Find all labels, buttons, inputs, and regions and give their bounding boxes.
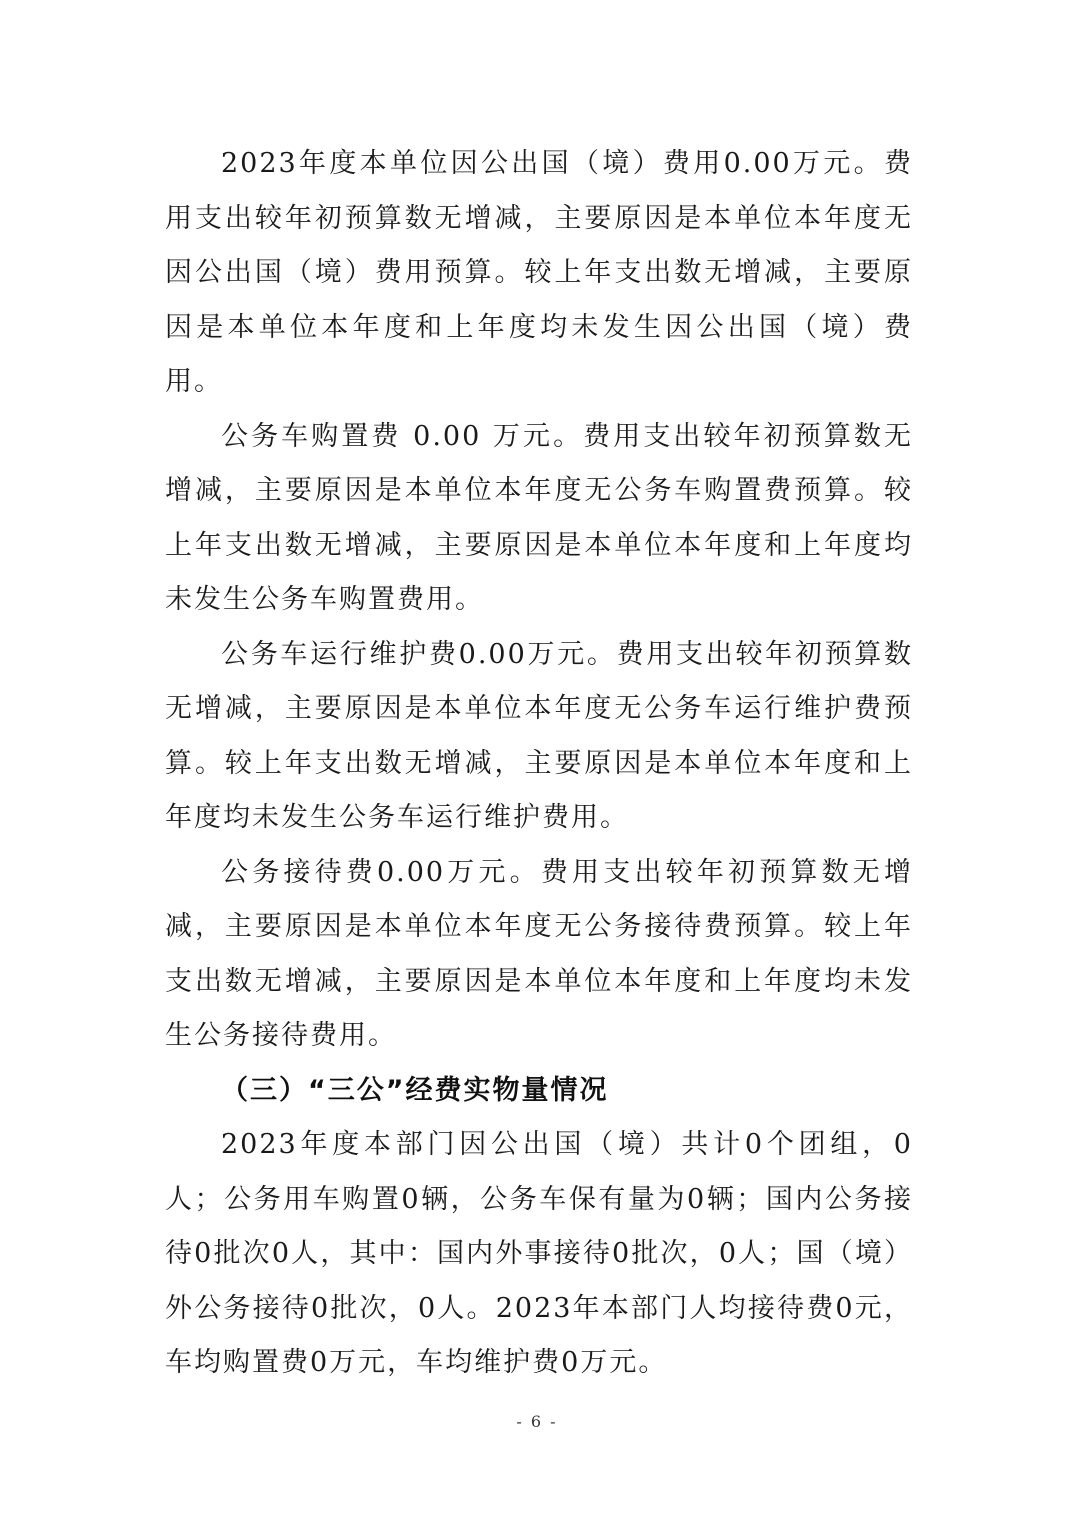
- paragraph-physical-quantity: 2023年度本部门因公出国（境）共计0个团组，0人；公务用车购置0辆，公务车保有量为0辆；国内公务接待0批次0人，其中：国内外事接待0批次，0人；国（境）外公务接待0批次，0人。2023年本部门人均接待费0元，车均购置费0万元，车均维护费0万元。: [165, 1129, 913, 1378]
- paragraph-vehicle-purchase-expense: 公务车购置费 0.00 万元。费用支出较年初预算数无增减，主要原因是本单位本年度无公务车购置费预算。较上年支出数无增减，主要原因是本单位本年度和上年度均未发生公务车购置费用。: [165, 420, 913, 615]
- section-heading-physical-quantity: （三）“三公”经费实物量情况: [221, 1074, 609, 1106]
- paragraph-overseas-travel-expense: 2023年度本单位因公出国（境）费用0.00万元。费用支出较年初预算数无增减，主要原因是本单位本年度无因公出国（境）费用预算。较上年支出数无增减，主要原因是本单位本年度和上年度均未发生因公出国（境）费用。: [165, 148, 913, 397]
- page-number: - 6 -: [516, 1412, 558, 1431]
- paragraph-reception-expense: 公务接待费0.00万元。费用支出较年初预算数无增减，主要原因是本单位本年度无公务接待费预算。较上年支出数无增减，主要原因是本单位本年度和上年度均未发生公务接待费用。: [165, 856, 913, 1051]
- document-body: [165, 137, 913, 1391]
- paragraph-vehicle-maintenance-expense: 公务车运行维护费0.00万元。费用支出较年初预算数无增减，主要原因是本单位本年度无公务车运行维护费预算。较上年支出数无增减，主要原因是本单位本年度和上年度均未发生公务车运行维护费用。: [165, 638, 913, 833]
